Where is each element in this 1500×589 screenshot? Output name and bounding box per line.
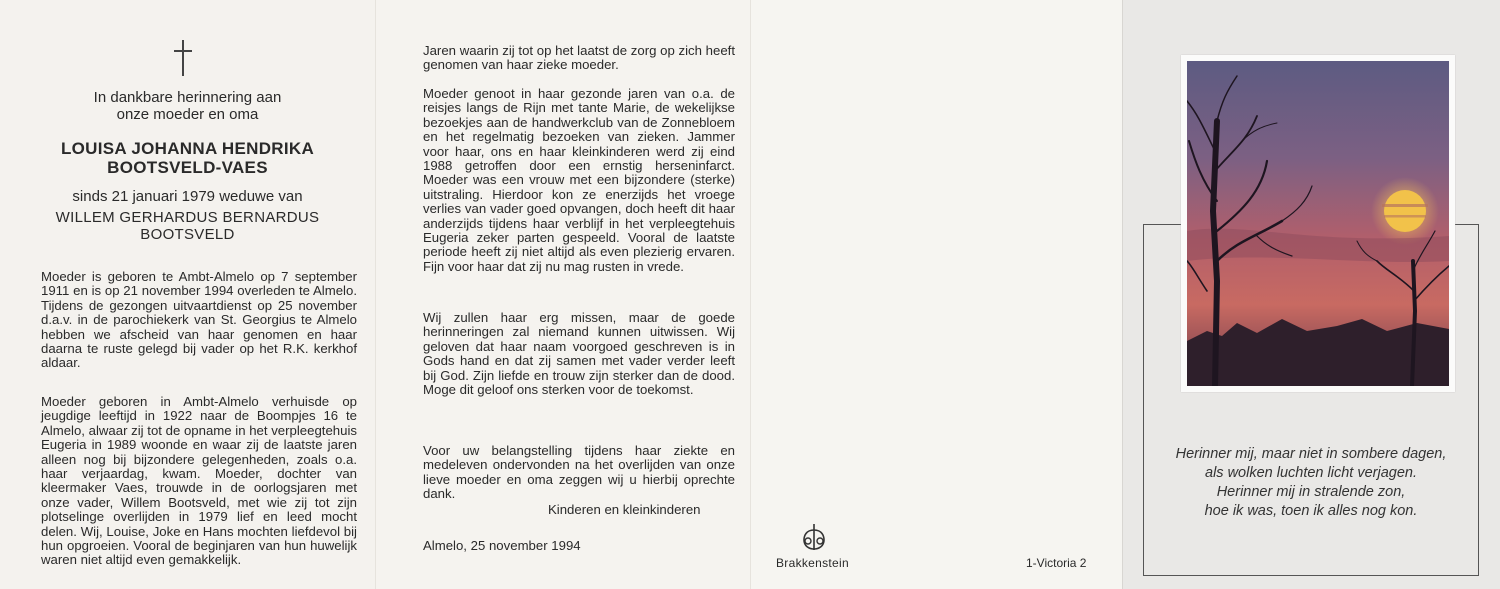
- poem-line-4: hoe ik was, toen ik alles nog kon.: [1204, 503, 1418, 519]
- cross-icon: [182, 40, 184, 76]
- husband-name: [0, 209, 375, 243]
- intro-line-2: onze moeder en oma: [116, 106, 259, 123]
- biography-paragraph-1: Moeder is geboren te Ambt-Almelo op 7 september 1911 en is op 21 november 1994 overleden te Almelo. Tijdens de gezongen uitvaartdienst op 25 november d.a.v. in de parochiekerk van St. Georgius te Almelo hebben we afscheid van haar genomen en haar daarna te ruste gelegd bij vader op het R.K. kerkhof aldaar.: [41, 269, 357, 371]
- biography-paragraph-2: Moeder geboren in Ambt-Almelo verhuisde op jeugdige leeftijd in 1922 naar de Boompjes 16 te Almelo, alwaar zij tot de opname in het verpleegtehuis Eugeria in 1989 woonde en waar zij de laatste jaren alleen nog bij bijzondere gelegenheden, zoals o.a. haar verjaardag, kwam. Moeder, dochter van kleermaker Vaes, trouwde in de oorlogsjaren met onze vader, Willem Bootsveld, met wie zij tot zijn plotselinge overlijden in 1979 lief en leed mocht delen. Wij, Louise, Joke en Hans mochten liefdevol bij hun opgroeien. Vooral de beginjaren van hun huwelijk waren niet altijd even gemakkelijk.: [41, 394, 357, 568]
- publisher-name: Brakkenstein: [776, 556, 849, 570]
- text-paragraph-2: Moeder genoot in haar gezonde jaren van o.a. de reisjes langs de Rijn met tante Marie, de wekelijkse bezoekjes aan de handwerkclub van de Zonnebloem en het regelmatig bezoeken van zieken. Jammer voor haar, ons en haar kleinkinderen werd zij eind 1988 getroffen door een ernstig herseninfarct. Moeder was een vrouw met een bijzondere (sterke) uitstraling. Hierdoor kon ze enerzijds het vroege verlies van vader goed opvangen, doch heeft dit haar anderzijds tijdens haar verblijf in het verpleegtehuis Eugeria zeker parten gespeeld. Vooral de laatste periode heeft zij niet altijd als even plezierig ervaren. Fijn voor haar dat zij nu mag rusten in vrede.: [423, 86, 735, 274]
- deceased-name-line-2: BOOTSVELD-VAES: [107, 158, 268, 177]
- signature: Kinderen en kleinkinderen: [548, 502, 701, 517]
- deceased-name-line-1: LOUISA JOHANNA HENDRIKA: [60, 139, 315, 158]
- poem-line-1: Herinner mij, maar niet in sombere dagen,: [1175, 446, 1447, 462]
- sunset-photo: [1187, 61, 1449, 386]
- place-date: Almelo, 25 november 1994: [423, 538, 581, 553]
- text-paragraph-1: Jaren waarin zij tot op het laatst de zorg op zich heeft genomen van haar zieke moeder.: [423, 43, 735, 73]
- card-panel-inside: [375, 0, 750, 589]
- card-code: 1-Victoria 2: [1026, 556, 1087, 570]
- husband-name-line-2: BOOTSVELD: [140, 226, 235, 243]
- card-panel-back: [750, 0, 1122, 589]
- deceased-name: [0, 139, 375, 177]
- photo-mat: [1181, 55, 1455, 392]
- card-panel-front: [0, 0, 375, 589]
- thanks-paragraph: Voor uw belangstelling tijdens haar ziekte en medeleven ondervonden na het overlijden van onze lieve moeder en oma zeggen wij u hierbij oprechte dank.: [423, 443, 735, 502]
- text-paragraph-3: Wij zullen haar erg missen, maar de goede herinneringen zal niemand kunnen uitwissen. Wij geloven dat haar naam voorgoed geschreven is in Gods hand en dat zij samen met vader verder leeft bij God. Zijn liefde en trouw zijn sterker dan de dood. Moge dit geloof ons sterken voor de toekomst.: [423, 310, 735, 398]
- card-panel-cover: [1122, 0, 1500, 589]
- intro-line-1: In dankbare herinnering aan: [93, 89, 282, 106]
- poem-line-3: Herinner mij in stralende zon,: [1216, 484, 1406, 500]
- widow-since-text: sinds 21 januari 1979 weduwe van: [72, 188, 303, 205]
- intro-text: [0, 89, 375, 123]
- poem: [1143, 445, 1479, 521]
- poem-line-2: als wolken luchten licht verjagen.: [1205, 465, 1417, 481]
- brakkenstein-logo-icon: [799, 522, 829, 552]
- husband-name-line-1: WILLEM GERHARDUS BERNARDUS: [55, 209, 320, 226]
